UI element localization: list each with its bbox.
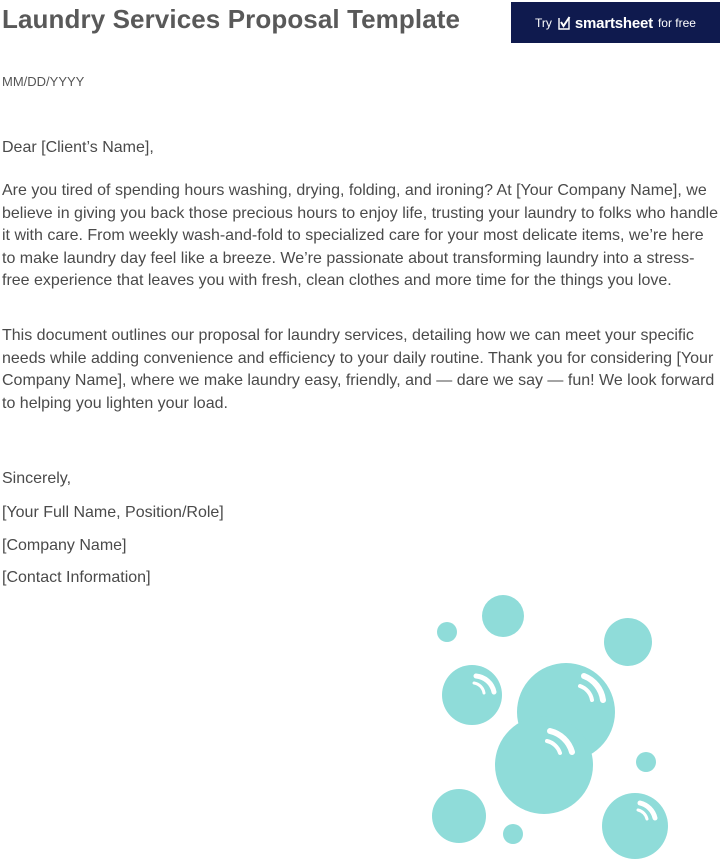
smartsheet-check-icon bbox=[557, 16, 571, 31]
signature-contact: [Contact Information] bbox=[2, 569, 151, 586]
salutation: Dear [Client’s Name], bbox=[2, 139, 154, 156]
intro-paragraph: Are you tired of spending hours washing, drying, folding, and ironing? At [Your Company Name], we believe in giving you back those precious hours to enjoy life, trusting your laundry to folks who handle it with care. From weekly wash-and-fold to specialized care for your most delicate items, we’re here to make laundry day feel like a breeze. We’re passionate about transforming laundry into a stress-free experience that leaves you with fresh, clean clothes and more time for the things you love. bbox=[2, 182, 718, 289]
closing: Sincerely, bbox=[2, 470, 72, 487]
banner-brand-label: smartsheet bbox=[574, 14, 653, 32]
smartsheet-banner-button[interactable] bbox=[511, 2, 720, 43]
banner-suffix-label: for free bbox=[657, 16, 696, 30]
letter-date: MM/DD/YYYY bbox=[2, 74, 85, 89]
signature-company: [Company Name] bbox=[2, 537, 127, 554]
proposal-paragraph: This document outlines our proposal for laundry services, detailing how we can meet your specific needs while adding convenience and efficiency to your daily routine. Thank you for considering [Your Company Name], where we make laundry easy, friendly, and — dare we say — fun! We look forward to helping you lighten your load. bbox=[2, 327, 715, 412]
page-title: Laundry Services Proposal Template bbox=[2, 4, 461, 34]
banner-try-label: Try bbox=[535, 16, 552, 30]
signature-name: [Your Full Name, Position/Role] bbox=[2, 504, 224, 521]
